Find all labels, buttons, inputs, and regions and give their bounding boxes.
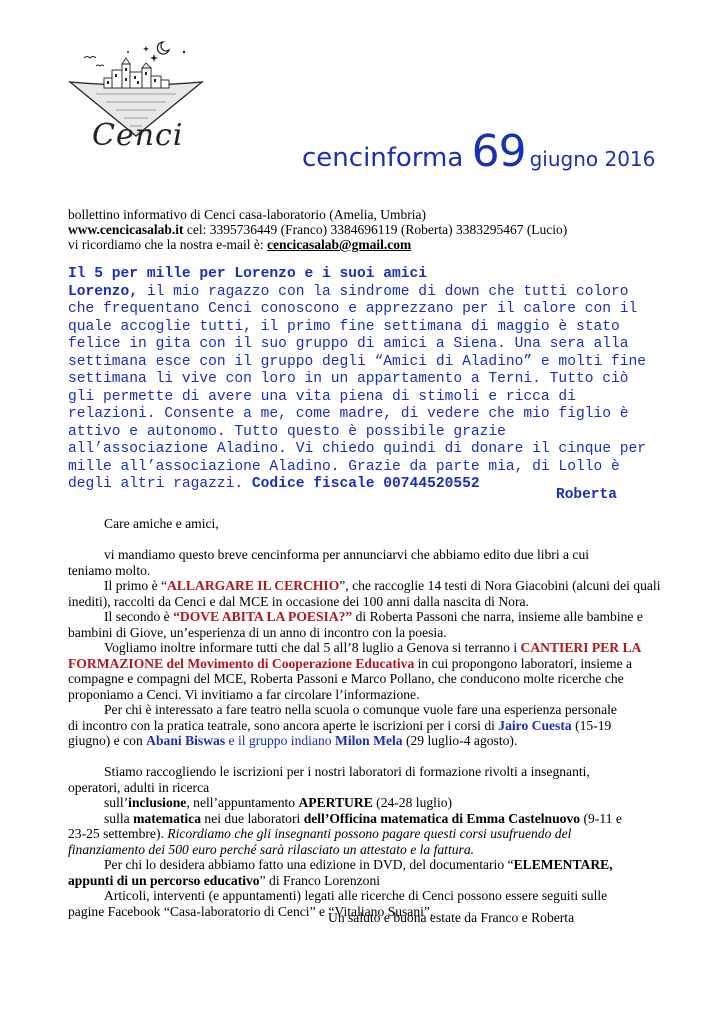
appeal-line: felice in gita con il suo gruppo di amici a Siena. Una sera alla [68,336,629,352]
letter-line: FORMAZIONE del Movimento di Cooperazione Educativa in cui propongono laboratori, insieme a [68,655,633,671]
letter-line: 23-25 settembre). Ricordiamo che gli insegnanti possono pagare questi corsi usufruendo del [68,826,572,841]
appeal-line: all’associazione Aladino. Vi chiedo quindi di donare il cinque per [68,441,647,457]
appeal-name: Lorenzo, [68,283,139,300]
letter-line: bambini di Giove, un’esperienza di un anno di incontro con la poesia. [68,624,447,640]
letter-line: compagne e compagni del MCE, Roberta Passoni e Marco Pollano, che conducono molte ricerche che [68,671,624,686]
letter-line: Vogliamo inoltre informare tutti che dal 5 all’8 luglio a Genova si terranno i CANTIERI PER LA [104,640,642,655]
appeal-line: Lorenzo, il mio ragazzo con la sindrome di down che tutti coloro [68,283,629,300]
letter-line: Il secondo è “DOVE ABITA LA POESIA?” di Roberta Passoni che narra, insieme alle bambine e [104,609,643,624]
teacher-name: Abani Biswas [146,733,226,748]
appeal-line: settimana li vive con loro in un appartamento a Terni. Tutto ciò [68,371,629,387]
appeal-heading: Il 5 per mille per Lorenzo e i suoi amici [68,266,428,282]
appeal-line: relazioni. Consente a me, come madre, di vedere che mio figlio è [68,406,629,422]
letter-line: giugno) e con Abani Biswas e il gruppo indiano Milon Mela (29 luglio-4 agosto). [68,733,518,748]
appeal-section [68,266,668,494]
email-intro: vi ricordiamo che la nostra e-mail è: [68,237,268,252]
contact-line [68,222,567,238]
letter-line: inediti), raccolti da Cenci e dal MCE in occasione dei 100 anni dalla nascita di Nora. [68,593,529,609]
letter-line: Articoli, interventi (e appuntamenti) legati alle ricerche di Cenci possono essere seguiti sulle [104,888,608,903]
logo-text: Cenci [92,118,184,153]
letter-line: di incontro con la pratica teatrale, sono ancora aperte le iscrizioni per i corsi di Jairo Cuesta (15-19 [68,717,612,733]
letter-greeting: Care amiche e amici, [104,516,219,531]
letter-body [68,547,668,919]
letter-line: teniamo molto. [68,562,151,578]
letter-line: proponiamo a Cenci. Vi invitiamo a far circolare l’informazione. [68,686,420,702]
info-line-1: bollettino informativo di Cenci casa-laboratorio (Amelia, Umbria) [68,207,427,222]
email-line [68,237,411,253]
letter-line: pagine Facebook “Casa-laboratorio di Cenci” e “Vitaliano Susani”. [68,903,434,919]
book-title-1: ALLARGARE IL CERCHIO [167,578,340,593]
title-name: cencinforma [302,143,472,173]
page-title [302,126,655,177]
appeal-line: attivo e autonomo. Tutto questo è possibile grazie [68,423,506,440]
issue-number: 69 [471,126,526,177]
letter-line: sulla matematica nei due laboratori dell’Officina matematica di Emma Castelnuovo (9-11 e [104,810,622,826]
appeal-line: mille all’associazione Aladino. Grazie da parte mia, di Lollo è [68,458,620,475]
phone-numbers: cel: 3395736449 (Franco) 3384696119 (Roberta) 3383295467 (Lucio) [183,222,568,237]
appeal-line: che frequentano Cenci conoscono e apprezzano per il calore con il [68,301,638,317]
letter-line: appunti di un percorso educativo” di Franco Lorenzoni [68,872,381,888]
book-title-2: “DOVE ABITA LA POESIA?” [173,609,353,624]
appeal-line: degli altri ragazzi. Codice fiscale 00744520552 [68,476,480,492]
letter-line: Stiamo raccogliendo le iscrizioni per i nostri laboratori di formazione rivolti a insegnanti, [104,764,590,779]
letter-line: sull’inclusione, nell’appuntamento APERTURE (24-28 luglio) [104,795,453,810]
letter-line: Per chi è interessato a fare teatro nella scuola o comunque vuole fare una esperienza personale [104,702,617,717]
event-title: CANTIERI PER LA [520,640,642,655]
teacher-name: Jairo Cuesta [498,717,572,733]
letter-line: Per chi lo desidera abbiamo fatto una edizione in DVD, del documentario “ELEMENTARE, [104,857,613,872]
codice-fiscale: Codice fiscale 00744520552 [251,476,480,492]
letter-line: operatori, adulti in ricerca [68,779,210,795]
issue-date: giugno 2016 [529,147,656,171]
website-link[interactable]: www.cencicasalab.it [68,222,184,237]
appeal-line: gli permette di avere una vita piena di stimoli e ricca di [68,388,576,405]
letter-line: vi mandiamo questo breve cencinforma per annunciarvi che abbiamo edito due libri a cui [104,547,590,562]
appeal-signature: Roberta [556,487,617,503]
letter-line: finanziamento dei 500 euro perché sarà rilasciato un attestato e la fattura. [68,841,475,857]
appeal-line: quale accoglie tutti, il primo fine settimana di maggio è stato [68,318,620,335]
cenci-logo [66,38,206,163]
letter-line: Il primo è “ALLARGARE IL CERCHIO”, che raccoglie 14 testi di Nora Giacobini (alcuni dei quali [104,578,661,593]
letter-closing: Un saluto e buona estate da Franco e Roberta [328,910,575,925]
group-name: Milon Mela [334,733,403,748]
email-link[interactable]: cencicasalab@gmail.com [267,237,412,252]
appeal-line: settimana esce con il gruppo degli “Amici di Aladino” e molti fine [68,353,647,370]
